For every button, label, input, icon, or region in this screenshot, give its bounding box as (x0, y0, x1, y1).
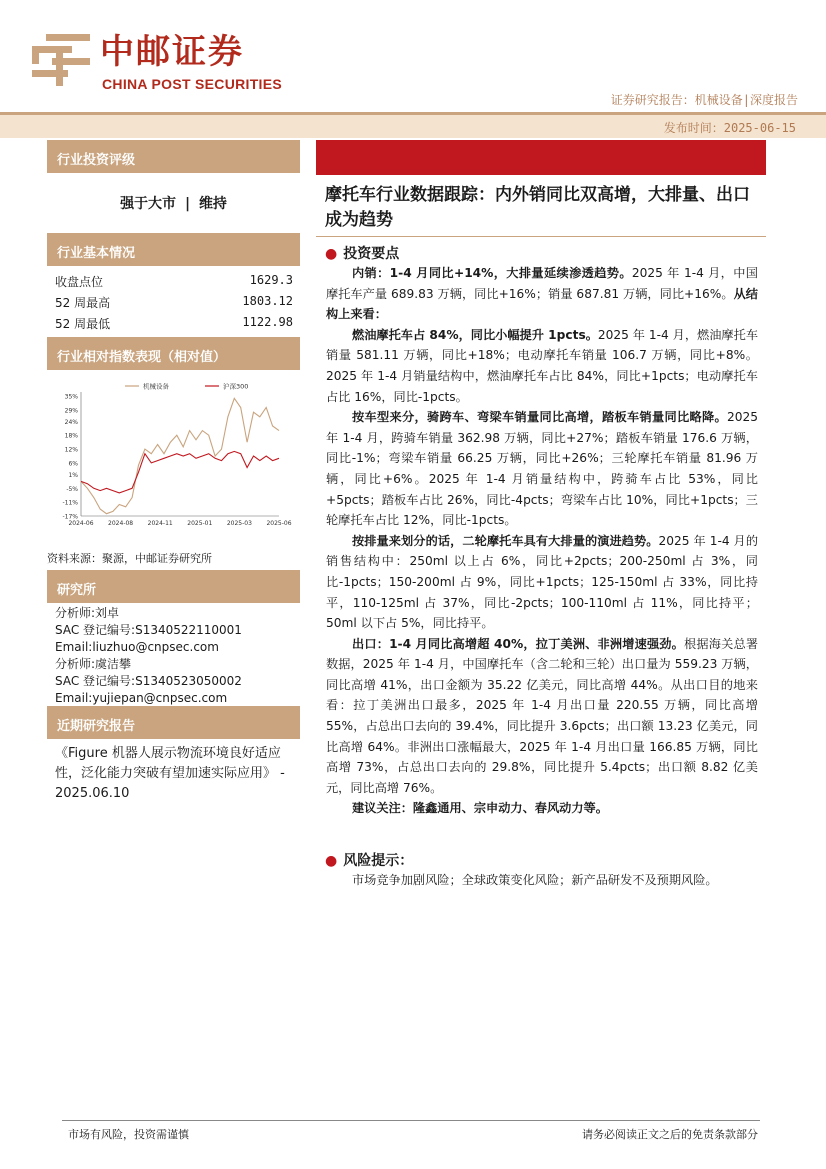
legend-label: 机械设备 (143, 382, 169, 391)
x-tick-label: 2025-01 (187, 520, 213, 527)
paragraph (326, 531, 758, 634)
recent-report-link[interactable]: 《Figure 机器人展示物流环境良好适应性，泛化能力突破有望加速实际应用》 - 2025.06.10 (55, 746, 285, 801)
y-tick-label: 18% (64, 432, 78, 440)
paragraph-lead: 内销：1-4 月同比+14%，大排量延续渗透趋势。 (352, 266, 632, 280)
rating-value: 强于大市 (120, 196, 177, 212)
y-tick-label: 29% (64, 407, 78, 415)
chart-source-note: 资料来源：聚源，中邮证券研究所 (47, 552, 212, 565)
section-head-institute: 研究所 (47, 570, 300, 603)
title-accent-band (316, 140, 766, 175)
footer-disclaimer: 请务必阅读正文之后的免责条款部分 (582, 1128, 758, 1141)
analyst-line: 分析师:虞洁攀 (55, 657, 132, 671)
publish-date-bar (0, 115, 826, 138)
risk-heading (325, 850, 413, 870)
series-line (81, 451, 279, 493)
stat-label: 52 周最低 (55, 317, 111, 331)
stat-label: 52 周最高 (55, 296, 111, 310)
section-head-rating: 行业投资评级 (47, 140, 300, 173)
analyst-line: 分析师:刘卓 (55, 606, 120, 620)
footer-divider (62, 1120, 760, 1121)
paragraph-lead: 建议关注：隆鑫通用、宗申动力、春风动力等。 (352, 801, 608, 816)
stat-value: 1629.3 (249, 273, 293, 287)
rating-separator: | (184, 196, 191, 212)
paragraph (326, 798, 758, 819)
heading-text: 投资要点 (343, 246, 400, 262)
section-head-performance: 行业相对指数表现（相对值） (47, 337, 300, 370)
y-tick-label: -17% (62, 513, 78, 521)
section-head-basic: 行业基本情况 (47, 233, 300, 266)
investment-points-heading (325, 243, 399, 263)
section-head-recent: 近期研究报告 (47, 706, 300, 739)
bullet-dot-icon: ● (325, 853, 338, 869)
paragraph: 市场竞争加剧风险；全球政策变化风险；新产品研发不及预期风险。 (352, 873, 718, 887)
stat-value: 1122.98 (242, 315, 293, 329)
stat-row (55, 294, 293, 314)
title-divider (316, 236, 766, 237)
paragraph-lead: 按车型来分，骑跨车、弯梁车销量同比高增，踏板车销量同比略降。 (352, 410, 727, 425)
paragraph (326, 407, 758, 531)
relative-index-chart (47, 376, 300, 544)
y-tick-label: 24% (64, 418, 78, 426)
legend-label: 沪深300 (223, 382, 249, 391)
x-tick-label: 2024-08 (108, 520, 134, 527)
paragraph-text: 根据海关总署数据，2025 年 1-4 月，中国摩托车（含二轮和三轮）出口量为 559.23 万辆，同比高增 41%，出口金额为 35.22 亿美元，同比高增 44%。从出口目的地来看：拉丁美洲出口最多，2025 年 1-4 月出口量 220.55 万辆，同比高增 55%，占总出口去向的 39.4%，同比提升 3.6pcts；出口额 13.23 亿美元，同比高增 64%。非洲出口涨幅最大，2025 年 1-4 月出口量 166.85 万辆，同比高增 73%，占总出口去向的 29.8%，同比提升 5.4pcts；出口额 8.82 亿美元，同比高增 76%。 (326, 636, 758, 795)
analyst-email[interactable]: Email:liuzhuo@cnpsec.com (55, 640, 219, 654)
paragraph (326, 325, 758, 407)
report-title: 摩托车行业数据跟踪：内外销同比双高增，大排量、出口成为趋势 (325, 185, 750, 230)
paragraph-text: 2025 年 1-4 月，燃油摩托车销量 581.11 万辆，同比+18%；电动摩托车销量 106.7 万辆，同比+8%。2025 年 1-4 月销量结构中，燃油摩托车占比 84%，同比+1pcts；电动摩托车占比 16%，同比-1pcts。 (326, 327, 759, 404)
y-tick-label: 35% (64, 393, 78, 401)
paragraph (326, 634, 758, 799)
heading-text: 风险提示： (343, 853, 414, 869)
rating-status: 维持 (198, 196, 227, 212)
brand-name-cn: 中邮证券 (100, 32, 244, 72)
paragraph-lead: 从结构上来看： (326, 286, 758, 322)
analyst-email[interactable]: Email:yujiepan@cnpsec.com (55, 691, 228, 705)
brand-name-en: CHINA POST SECURITIES (102, 76, 283, 92)
y-tick-label: 12% (64, 446, 78, 454)
stat-value: 1803.12 (242, 294, 293, 308)
paragraph-text: 2025 年 1-4 月的销售结构中：250ml 以上占 6%，同比+2pcts；200-250ml 占 3%，同比-1pcts；150-200ml 占 9%，同比+1pcts；125-150ml 占 33%，同比持平，110-125ml 占 37%，同比-2pcts；100-110ml 占 11%，同比持平；50ml 以下占 5%，同比持平。 (326, 533, 759, 631)
x-tick-label: 2024-06 (68, 520, 94, 527)
analyst-line: SAC 登记编号:S1340523050002 (55, 674, 242, 688)
y-tick-label: -11% (62, 499, 78, 507)
series-line (81, 398, 279, 513)
investment-points-body (326, 263, 758, 819)
stat-row (55, 273, 293, 293)
stat-row (55, 315, 293, 335)
paragraph-lead: 出口：1-4 月同比高增超 40%，拉丁美洲、非洲增速强劲。 (352, 636, 685, 651)
analyst-line: SAC 登记编号:S1340522110001 (55, 623, 242, 637)
paragraph-text: 2025 年 1-4 月，跨骑车销量 362.98 万辆，同比+27%；踏板车销量 176.6 万辆，同比-1%；弯梁车销量 66.25 万辆，同比+26%；三轮摩托车销量 81.96 万辆，同比+6%。2025 年 1-4 月销量结构中，跨骑车占比 53%，同比+5pcts；踏板车占比 26%，同比-4pcts；弯梁车占比 10%，同比+1pcts；三轮摩托车占比 12%，同比-1pcts。 (326, 410, 758, 528)
x-tick-label: 2024-11 (147, 520, 173, 527)
china-post-logo-icon (28, 32, 94, 90)
y-tick-label: 6% (68, 460, 78, 468)
paragraph-lead: 燃油摩托车占 84%，同比小幅提升 1pcts。 (352, 327, 598, 342)
y-tick-label: 1% (68, 471, 78, 479)
paragraph (326, 263, 758, 325)
paragraph-text: 2025 年 1-4 月，中国摩托车产量 689.83 万辆，同比+16%；销量 687.81 万辆，同比+16%。 (326, 266, 758, 301)
x-tick-label: 2025-03 (226, 520, 252, 527)
publish-date: 发布时间：2025-06-15 (663, 121, 796, 135)
paragraph-lead: 按排量来划分的话，二轮摩托车具有大排量的演进趋势。 (352, 533, 659, 548)
industry-rating (47, 193, 300, 213)
bullet-dot-icon: ● (325, 246, 338, 262)
report-category: 证券研究报告：机械设备|深度报告 (610, 93, 798, 107)
risk-body (326, 870, 758, 891)
stat-label: 收盘点位 (55, 275, 104, 289)
x-tick-label: 2025-06 (266, 520, 292, 527)
footer-risk-note: 市场有风险，投资需谨慎 (68, 1128, 189, 1141)
y-tick-label: -5% (66, 485, 78, 493)
